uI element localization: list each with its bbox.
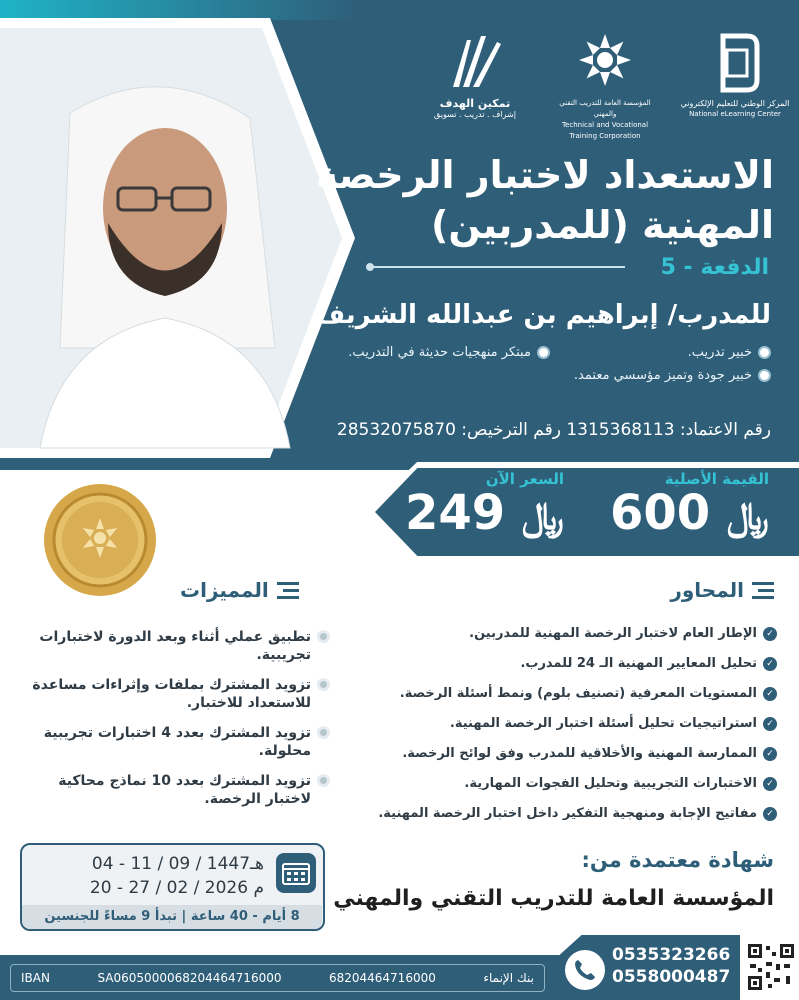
axes-item-text: الإطار العام لاختبار الرخصة المهنية للمدربين. <box>469 626 757 641</box>
tvtc-name-ar: المؤسسة العامة للتدريب التقني والمهني <box>559 99 651 118</box>
current-price-label: السعر الآن <box>485 470 564 488</box>
certificate-label: شهادة معتمدة من: <box>581 848 774 872</box>
original-price <box>610 470 769 541</box>
certificate-issuer: المؤسسة العامة للتدريب التقني والمهني <box>333 886 774 911</box>
list-item <box>20 724 330 760</box>
list-item <box>337 805 777 823</box>
list-item <box>20 676 330 712</box>
bullet-icon <box>317 726 330 739</box>
check-icon: ✓ <box>763 687 777 701</box>
features-heading-text: المميزات <box>180 578 269 602</box>
bank-name: بنك الإنماء <box>483 971 534 985</box>
tamkeen-logo-icon <box>445 32 505 94</box>
divider-line <box>370 266 625 268</box>
list-item <box>337 655 777 673</box>
check-icon: ✓ <box>763 657 777 671</box>
bullet-icon <box>317 678 330 691</box>
duration-info: 8 أيام - 40 ساعة | تبدأ 9 مساءً للجنسين <box>22 905 322 929</box>
gregorian-date: 20 - 27 / 02 / 2026 م <box>89 878 264 898</box>
tamkeen-name: تمكين الهدف <box>439 97 511 110</box>
nelc-name-en: National eLearning Center <box>689 110 781 118</box>
nelc-name-ar: المركز الوطني للتعليم الإلكتروني <box>680 99 790 108</box>
trainer-photo <box>0 18 360 458</box>
account-number: 68204464716000 <box>328 971 436 985</box>
axes-item-text: الاختبارات التجريبية وتحليل الفجوات المهارية. <box>464 776 757 791</box>
check-icon: ✓ <box>763 627 777 641</box>
logo-tvtc <box>550 32 660 142</box>
batch-label: الدفعة - 5 <box>660 255 769 280</box>
original-price-value: 600 <box>610 485 711 541</box>
trainer-name: للمدرب/ إبراهيم بن عبدالله الشريف <box>314 300 771 330</box>
nelc-logo-icon <box>705 32 765 94</box>
feature-item-text: تزويد المشترك بملفات وإثراءات مساعدة للاستعداد للاختبار. <box>32 677 311 711</box>
axes-heading-text: المحاور <box>670 578 744 602</box>
iban-label: IBAN <box>21 971 50 985</box>
credential-item: خبير جودة وتميز مؤسسي معتمد. <box>574 368 771 383</box>
phone-1[interactable]: 0535323266 <box>612 945 731 965</box>
features-list <box>20 628 330 820</box>
trainer-credentials <box>331 345 771 383</box>
check-icon: ✓ <box>763 747 777 761</box>
hijri-date: 04 - 11 / 09 / 1447هـ <box>91 854 264 874</box>
credential-item: مبتكر منهجيات حديثة في التدريب. <box>348 345 550 360</box>
list-item <box>20 772 330 808</box>
menu-list-icon <box>752 581 774 599</box>
axes-item-text: المستويات المعرفية (تصنيف بلوم) ونمط أسئلة الرخصة. <box>399 686 757 701</box>
logo-nelc <box>680 32 790 142</box>
axes-item-text: مفاتيح الإجابة ومنهجية التفكير داخل اختبار الرخصة المهنية. <box>378 806 757 821</box>
list-item <box>337 715 777 733</box>
axes-heading <box>670 578 774 602</box>
feature-item-text: تزويد المشترك بعدد 10 نماذج محاكية لاختبار الرخصة. <box>58 773 311 807</box>
list-item <box>337 625 777 643</box>
credential-item: خبير تدريب. <box>574 345 771 360</box>
current-price-value: 249 <box>405 485 506 541</box>
qr-code-icon[interactable] <box>746 942 796 992</box>
current-price <box>405 470 564 541</box>
title-line-1: الاستعداد لاختبار الرخصة <box>315 153 774 197</box>
course-dates <box>34 852 264 900</box>
list-item <box>337 685 777 703</box>
phone-numbers <box>612 944 730 988</box>
check-icon: ✓ <box>763 777 777 791</box>
axes-item-text: تحليل المعايير المهنية الـ 24 للمدرب. <box>520 656 757 671</box>
currency-icon: ﷼ <box>726 494 769 538</box>
menu-list-icon <box>277 581 299 599</box>
gold-seal-icon <box>40 480 160 600</box>
currency-icon: ﷼ <box>521 494 564 538</box>
header-stripe <box>0 0 799 20</box>
check-icon: ✓ <box>763 807 777 821</box>
tvtc-logo-icon <box>575 32 635 94</box>
partner-logos <box>420 32 790 142</box>
phone-icon[interactable] <box>565 950 605 990</box>
axes-list <box>337 625 777 835</box>
feature-item-text: تزويد المشترك بعدد 4 اختبارات تجريبية محلولة. <box>43 725 311 759</box>
logo-tamkeen <box>420 32 530 142</box>
bullet-icon <box>317 774 330 787</box>
list-item <box>20 628 330 664</box>
phone-2[interactable]: 0558000487 <box>612 967 731 987</box>
feature-item-text: تطبيق عملي أثناء وبعد الدورة لاختبارات تجريبية. <box>39 629 311 663</box>
course-title <box>314 150 774 250</box>
axes-item-text: الممارسة المهنية والأخلاقية للمدرب وفق لوائح الرخصة. <box>402 746 757 761</box>
calendar-icon <box>275 852 317 894</box>
iban-number: SA0605000068204464716000 <box>97 971 282 985</box>
bullet-icon <box>317 630 330 643</box>
bank-info <box>10 964 545 992</box>
tamkeen-sub: إشراف . تدريب . تسويق <box>434 110 516 119</box>
list-item <box>337 745 777 763</box>
original-price-label: القيمة الأصلية <box>664 470 769 488</box>
features-heading <box>180 578 299 602</box>
check-icon: ✓ <box>763 717 777 731</box>
license-numbers: رقم الاعتماد: 1315368113 رقم الترخيص: 28532075870 <box>336 420 771 440</box>
title-line-2: المهنية (للمدربين) <box>431 203 774 247</box>
list-item <box>337 775 777 793</box>
tvtc-name-en: Technical and Vocational Training Corporation <box>561 121 649 140</box>
axes-item-text: استراتيجيات تحليل أسئلة اختبار الرخصة المهنية. <box>449 716 757 731</box>
